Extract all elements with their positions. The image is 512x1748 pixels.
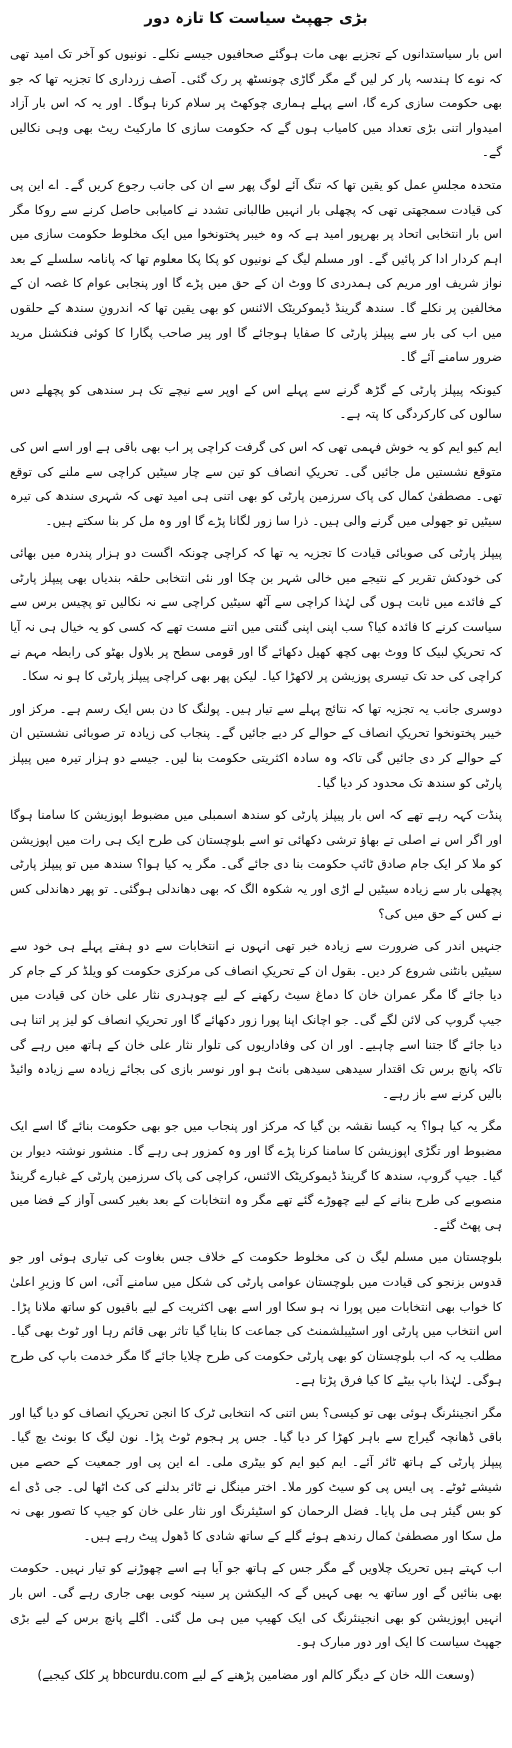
article-body bbox=[10, 42, 502, 1655]
paragraph: اس بار سیاستدانوں کے تجزیے بھی مات ہوگئے صحافیوں جیسے نکلے۔ نونیوں کو آخر تک امید تھی کہ نوے کا ہندسہ پار کر لیں گے مگر گاڑی چونسٹھ پر رک گئی۔ آصف زرداری کا تجزیہ تھا کہ جو بھی حکومت سازی کرے گا، اسے پہلے ہماری چوکھٹ پر سلام کرنا ہوگا۔ اور یہ کہ اس بار آزاد امیدوار اتنی بڑی تعداد میں کامیاب ہوں گے کہ حکومت سازی کا مارکیٹ ریٹ بھی وہی نکالیں گے۔ bbox=[10, 47, 502, 160]
footer-link[interactable]: bbcurdu.com bbox=[112, 1666, 188, 1682]
paragraph: متحدہ مجلسِ عمل کو یقین تھا کہ تنگ آئے لوگ پھر سے ان کی جانب رجوع کریں گے۔ اے این پی کی قیادت سمجھتی تھی کہ پچھلی بار انہیں طالبانی تشدد نے کامیابی حاصل کرنے سے روکا مگر اس بار انتخابی اتحاد پر بھرپور امید ہے کہ وہ خیبر پختونخوا میں ایک مخلوط حکومت سازی میں اہم کردار ادا کر پائیں گے۔ اور مسلم لیگ کے نونیوں کو پکا پکا معلوم تھا کہ پانامہ سلسلے کے بعد نواز شریف اور مریم کی ہمدردی کا ووٹ ان کے حق میں پڑے گا اور پنجابی عوام کا غصہ ان کے مخالفین پر نکلے گا۔ سندھ گرینڈ ڈیموکریٹک الائنس کو بھی یقین تھا کہ اندرونِ سندھ کے حلقوں میں اب کی بار سے پیپلز پارٹی کا صفایا ہوجائے گا اور پیر صاحب پگارا کا کوئی فنکشنل مرید ضرور سامنے آئے گا۔ bbox=[10, 177, 502, 365]
article-footer bbox=[10, 1663, 502, 1687]
paragraph: اب کہتے ہیں تحریک چلاویں گے مگر جس کے ہاتھ جو آیا ہے اسے چھوڑنے کو تیار نہیں۔ حکومت بھی بنائیں گے اور ساتھ یہ بھی کہیں گے کہ الیکشن پر سینہ کوبی بھی جاری رہے گی۔ اس بار انہیں اپوزیشن کو بھی انجینئرنگ کی ایک کھیپ میں ہی مل گئی۔ اگلے پانچ برس کے لیے بڑی جھپٹ سیاست کا ایک اور دور مبارک ہو۔ bbox=[10, 1561, 502, 1650]
footer-tail: پر کلک کیجیے) bbox=[37, 1667, 109, 1682]
paragraph: بلوچستان میں مسلم لیگ ن کی مخلوط حکومت کے خلاف جس بغاوت کی تیاری ہوئی اور جو قدوس بزنجو کی قیادت میں بلوچستان عوامی پارٹی کی شکل میں سامنے آئی، اس کا وزیرِ اعلیٰ کا خواب بھی انتخابات میں پورا نہ ہو سکا اور اسے بھی اکثریت کے لیے باقیوں کو ساتھ ملانا پڑا۔ اس انتخاب میں پارٹی اور اسٹیبلشمنٹ کی جماعت کا بنایا گیا تاثر بھی قائم رہا اور ٹوٹ بھی گیا۔ مطلب یہ کہ اب بلوچستان کو بھی پارٹی حکومت کی طرح چلایا جائے گا مگر خدمت باپ کی طرح ہوگی۔ لہٰذا باپ بیٹے کا کیا فرق پڑتا ہے۔ bbox=[10, 1250, 502, 1388]
footer-text: (وسعت اللہ خان کے دیگر کالم اور مضامین پڑھنے کے لیے bbox=[191, 1667, 475, 1682]
paragraph: کیونکہ پیپلز پارٹی کے گڑھ گرنے سے پہلے اس کے اوپر سے نیچے تک ہر سندھی کو پچھلے دس سالوں کی کارکردگی کا پتہ ہے۔ bbox=[10, 382, 502, 422]
paragraph: مگر یہ کیا ہوا؟ یہ کیسا نقشہ بن گیا کہ مرکز اور پنجاب میں جو بھی حکومت بنائے گا اسے ایک مضبوط اور تگڑی اپوزیشن کا سامنا کرنا پڑے گا اور وہ کمزور ہی رہے گا۔ منشور نوشتہ دیوار بن گیا۔ جیپ گروپ، سندھ کا گرینڈ ڈیموکریٹک الائنس، کراچی کی پاک سرزمین پارٹی کے غبارے گرینڈ منصوبے کی طرح بنانے کے لیے چھوڑے گئے تھے مگر وہ انتخابات کے بعد بغیر کسی آواز کے فضا میں ہی پھٹ گئے۔ bbox=[10, 1119, 502, 1232]
paragraph: مگر انجینئرنگ ہوئی بھی تو کیسی؟ بس اتنی کہ انتخابی ٹرک کا انجن تحریکِ انصاف کو دیا گیا اور باقی ڈھانچہ گیراج سے باہر کھڑا کر دیا گیا۔ جس پر ہجوم ٹوٹ پڑا۔ نون لیگ کا بونٹ بچ گیا۔ پیپلز پارٹی کے ہاتھ ٹائر آئے۔ ایم کیو ایم کو بیٹری ملی۔ اے این پی اور جمعیت کے حصے میں شیشے ٹوٹے۔ پی ایس پی کو سیٹ کور ملا۔ اختر مینگل نے ٹائر بدلنے کی کٹ اٹھا لی۔ جی ڈی اے کو بس گیئر ہی مل پایا۔ فضل الرحمان کو اسٹیئرنگ اور نثار علی خان کو جیپ کا تصور بھی نہ مل سکا اور مصطفیٰ کمال رندھے ہوئے گلے کے ساتھ شادی کا ڈھول پیٹ رہے ہیں۔ bbox=[10, 1405, 502, 1543]
paragraph: ایم کیو ایم کو یہ خوش فہمی تھی کہ اس کی گرفت کراچی پر اب بھی باقی ہے اور اسے اس کی متوقع نشستیں مل جائیں گی۔ تحریکِ انصاف کو تین سے چار سیٹیں کراچی سے ملنے کی توقع تھی۔ مصطفیٰ کمال کی پاک سرزمین پارٹی کو بھی اتنی ہی امید تھی کہ شہری سندھ کی تیرہ سیٹیں تو جھولی میں گرنے والی ہیں۔ ذرا سا زور لگانا پڑے گا اور وہ مل کر بنا سکتے ہیں۔ bbox=[10, 439, 502, 528]
paragraph: جنہیں اندر کی ضرورت سے زیادہ خبر تھی انہوں نے انتخابات سے دو ہفتے پہلے ہی خود سے سیٹیں بانٹنی شروع کر دیں۔ بقول ان کے تحریکِ انصاف کی مرکزی حکومت کو ویلڈ کر کے جام کر دیا جائے گا مگر عمران خان کا دماغ سیٹ رکھنے کے لیے چوہدری نثار علی خان کی قیادت میں جیپ گروپ کی لائن لگے گی۔ جو اچانک اپنا پورا زور دکھائے گا اور تحریکِ انصاف کو لیز پر اتنا ہی دیا جائے گا جتنا اسے چاہیے۔ اور ان کی وفاداریوں کی تلوار نثار علی خان کے ہاتھ میں رہے گی تاکہ پانچ برس تک اقتدار سیدھی سیدھی بانٹ ہو اور نوسر بازی کی بجائے زیادہ سے زیادہ وائیڈ بالیں کرنے سے باز رہے۔ bbox=[10, 939, 502, 1101]
paragraph: دوسری جانب یہ تجزیہ تھا کہ نتائج پہلے سے تیار ہیں۔ پولنگ کا دن بس ایک رسم ہے۔ مرکز اور خیبر پختونخوا تحریکِ انصاف کے حوالے کر دیے جائیں گے۔ پنجاب کی زیادہ تر صوبائی نشستیں ان کے حوالے کر دی جائیں گی تاکہ وہ سادہ اکثریتی حکومت بنا لیں۔ جیسے دو ہزار تیرہ میں پیپلز پارٹی کو سندھ تک محدود کر دیا گیا۔ bbox=[10, 701, 502, 790]
article-headline: بڑی جھپٹ سیاست کا تازہ دور bbox=[144, 9, 368, 27]
paragraph: پیپلز پارٹی کی صوبائی قیادت کا تجزیہ یہ تھا کہ کراچی چونکہ اگست دو ہزار پندرہ میں بھائی کی خودکش تقریر کے نتیجے میں خالی شہر بن چکا اور نئی انتخابی حلقہ بندیاں بھی پیپلز پارٹی کے فائدے میں ثابت ہوں گی لہٰذا کراچی سے آٹھ سیٹیں کراچی سے نہ نکالیں تو پچیس برس سے سیاست کرنے کا فائدہ کیا؟ سب اپنی اپنی گنتی میں اتنے مست تھے کہ کسی کو یہ خیال ہی نہ آیا کہ تحریکِ لبیک کا ووٹ بھی کچھ کھیل دکھائے گا اور قومی سطح پر بلاول بھٹو کی رابطہ مہم نے کراچی کی حد تک تیسری پوزیشن پر لاکھڑا کیا۔ لیکن پھر بھی کراچی پیپلز پارٹی کا ہو نہ سکا۔ bbox=[10, 546, 502, 684]
paragraph: پنڈت کہہ رہے تھے کہ اس بار پیپلز پارٹی کو سندھ اسمبلی میں مضبوط اپوزیشن کا سامنا ہوگا اور اگر اس نے اصلی تے بھاؤ ترشی دکھائی تو اسے بلوچستان کی طرح ایک ہی رات میں اپوزیشن کو ملا کر ایک جام صادق ٹائپ حکومت بنا دی جائے گی۔ مگر یہ کیا ہوا؟ سندھ میں تو پیپلز پارٹی پچھلی بار سے زیادہ سیٹیں لے اڑی اور یہ شکوہ الگ کہ بھی دھاندلی ہوگئی۔ تو پھر دھاندلی کس نے کس کے حق میں کی؟ bbox=[10, 808, 502, 921]
